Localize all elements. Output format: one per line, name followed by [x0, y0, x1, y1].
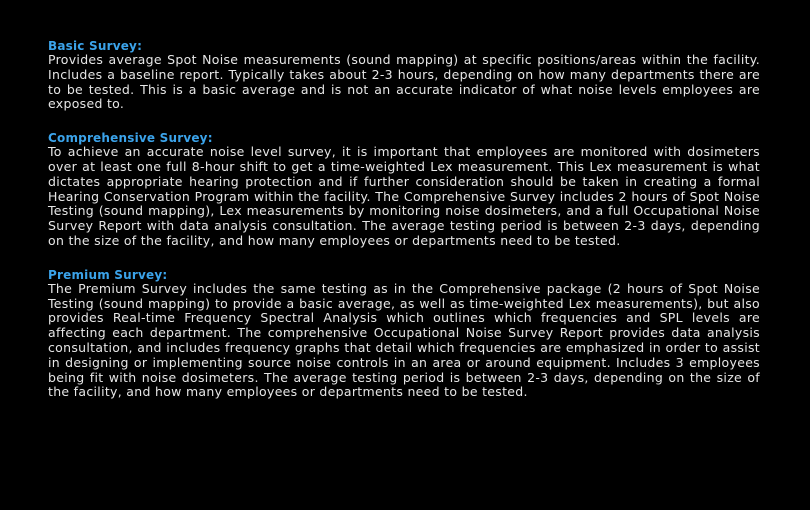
survey-descriptions: [48, 39, 760, 419]
basic-survey-heading: Basic Survey:: [48, 39, 143, 53]
comprehensive-survey-section: [48, 131, 760, 249]
basic-survey-section: [48, 39, 760, 112]
comprehensive-survey-description: To achieve an accurate noise level survey, it is important that employees are monitored with dosimeters over at least one full 8-hour shift to get a time-weighted Lex measurement. This Lex measurement is what dictates appropriate hearing protection and if further consideration should be taken in creating a formal Hearing Conservation Program within the facility. The Comprehensive Survey includes 2 hours of Spot Noise Testing (sound mapping), Lex measurements by monitoring noise dosimeters, and a full Occupational Noise Survey Report with data analysis consultation. The average testing period is between 2-3 days, depending on the size of the facility, and how many employees or departments need to be tested.: [48, 144, 760, 248]
premium-survey-section: [48, 268, 760, 400]
comprehensive-survey-heading: Comprehensive Survey:: [48, 131, 213, 146]
premium-survey-heading: Premium Survey:: [48, 267, 168, 282]
basic-survey-description: Provides average Spot Noise measurements (sound mapping) at specific positions/areas within the facility. Includes a baseline report. Typically takes about 2-3 hours, depending on how many departments there are to be tested. This is a basic average and is not an accurate indicator of what noise levels employees are exposed to.: [48, 52, 760, 112]
premium-survey-description: The Premium Survey includes the same testing as in the Comprehensive package (2 hours of Spot Noise Testing (sound mapping) to provide a basic average, as well as time-weighted Lex measurements), but also provides Real-time Frequency Spectral Analysis which outlines which frequencies and SPL levels are affecting each department. The comprehensive Occupational Noise Survey Report provides data analysis consultation, and includes frequency graphs that detail which frequencies are emphasized in order to assist in designing or implementing source noise controls in an area or around equipment. Includes 3 employees being fit with noise dosimeters. The average testing period is between 2-3 days, depending on the size of the facility, and how many employees or departments need to be tested.: [48, 280, 760, 400]
